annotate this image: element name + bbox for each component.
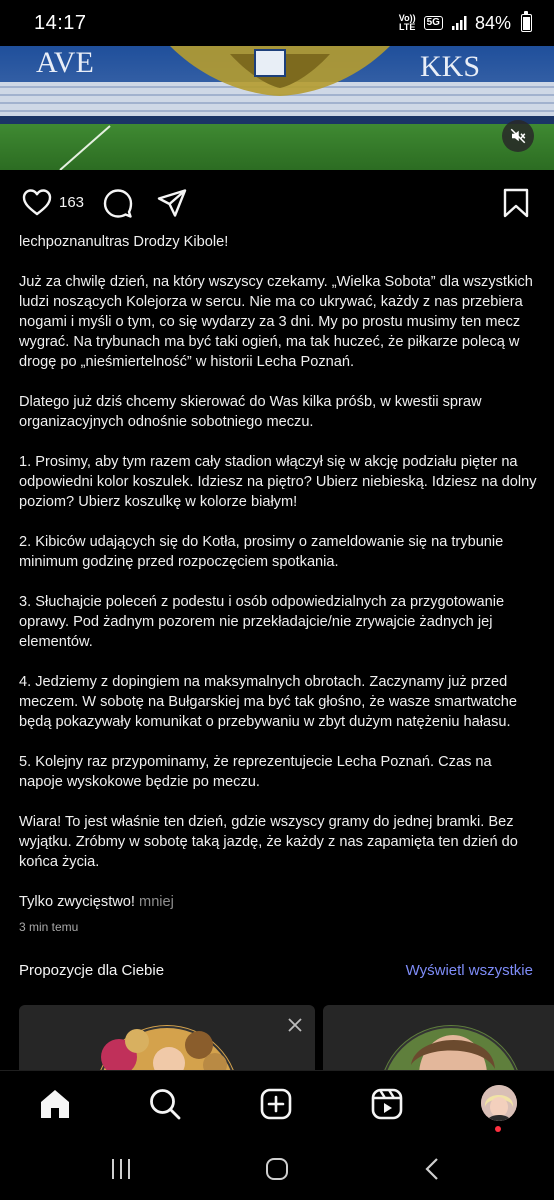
home-system-button[interactable] bbox=[264, 1156, 290, 1187]
banner-text-right: KKS bbox=[420, 50, 481, 83]
network-type-badge: 5G bbox=[424, 16, 443, 30]
battery-level-fill bbox=[523, 17, 530, 30]
caption-paragraph-7: 5. Kolejny raz przypominamy, że reprezentujecie Lecha Poznań. Czas na napoje wyskokowe będzie po meczu. bbox=[19, 754, 492, 790]
battery-icon bbox=[521, 14, 532, 32]
nav-home[interactable] bbox=[38, 1087, 72, 1126]
avatar bbox=[481, 1085, 517, 1121]
caption-paragraph-6: 4. Jedziemy z dopingiem na maksymalnych obrotach. Zaczynamy już przed meczem. W sobotę na Bułgarskiej ma być tak głośno, że wasze smartwatche będą pokazywały komunikat o przebywaniu w zbyt dużym natężeniu hałasu. bbox=[19, 674, 518, 730]
post-actions bbox=[0, 183, 554, 223]
volte-top-label: Vo)) bbox=[398, 13, 416, 23]
suggestion-avatar-2 bbox=[323, 1005, 554, 1075]
post-timestamp: 3 min temu bbox=[19, 920, 79, 934]
status-time: 14:17 bbox=[34, 11, 87, 34]
recent-apps-button[interactable] bbox=[108, 1156, 134, 1187]
back-button[interactable] bbox=[420, 1156, 446, 1187]
back-chevron-icon bbox=[420, 1156, 446, 1182]
caption-paragraph-0 bbox=[19, 232, 539, 252]
share-button[interactable] bbox=[156, 187, 188, 219]
dismiss-suggestion-button[interactable] bbox=[287, 1017, 303, 1038]
recent-apps-icon bbox=[108, 1156, 134, 1182]
caption-username[interactable]: lechpoznanultras bbox=[19, 234, 130, 250]
speaker-muted-icon bbox=[509, 127, 527, 145]
caption-paragraph-5: 3. Słuchajcie poleceń z podestu i osób odpowiedzialnych za przygotowanie oprawy. Pod żadnym pozorem nie przekładajcie/nie zrywajcie żadnych jej elementów. bbox=[19, 594, 505, 650]
bookmark-icon bbox=[502, 187, 530, 219]
mute-button[interactable] bbox=[502, 120, 534, 152]
caption-closing-text: Tylko zwycięstwo! bbox=[19, 894, 135, 910]
caption-paragraph-4: 2. Kibiców udających się do Kotła, prosimy o zameldowanie się na trybunie minimum godzinę przed rozpoczęciem spotkania. bbox=[19, 534, 504, 570]
suggestions-header bbox=[19, 962, 533, 979]
nav-search[interactable] bbox=[148, 1087, 182, 1126]
nav-profile-avatar[interactable] bbox=[481, 1085, 517, 1121]
close-icon bbox=[287, 1017, 303, 1033]
bottom-navigation bbox=[0, 1070, 554, 1140]
nav-create[interactable] bbox=[259, 1087, 293, 1126]
like-group bbox=[21, 187, 84, 217]
suggestion-card[interactable] bbox=[323, 1005, 554, 1075]
caption-greeting: Drodzy Kibole! bbox=[133, 234, 229, 250]
see-all-link[interactable]: Wyświetl wszystkie bbox=[405, 962, 533, 979]
status-indicators bbox=[399, 13, 532, 34]
suggestion-card[interactable] bbox=[19, 1005, 315, 1075]
post-caption bbox=[19, 232, 539, 912]
less-link[interactable]: mniej bbox=[139, 894, 174, 910]
notification-dot bbox=[495, 1126, 501, 1132]
battery-percent: 84% bbox=[474, 12, 511, 33]
heart-icon[interactable] bbox=[21, 187, 53, 217]
comment-button[interactable] bbox=[102, 187, 134, 219]
banner-text-left: AVE bbox=[36, 46, 94, 79]
suggestions-title: Propozycje dla Ciebie bbox=[19, 962, 165, 979]
like-count[interactable]: 163 bbox=[59, 193, 85, 211]
nav-reels[interactable] bbox=[370, 1087, 404, 1126]
volte-indicator bbox=[399, 14, 416, 32]
caption-paragraph-2: Dlatego już dziś chcemy skierować do Was kilka próśb, w kwestii spraw organizacyjnych odnośnie sobotniego meczu. bbox=[19, 394, 482, 430]
signal-icon bbox=[451, 15, 467, 31]
caption-paragraph-3: 1. Prosimy, aby tym razem cały stadion włączył się w akcję podziału pięter na odpowiedni kolor koszulek. Idziesz na piętro? Ubierz niebieską. Idziesz na dolny poziom? Ubierz koszulkę w kolorze białym! bbox=[19, 454, 537, 510]
stadium-image bbox=[0, 46, 554, 170]
plus-square-icon bbox=[259, 1087, 293, 1121]
status-bar bbox=[0, 0, 554, 46]
reels-icon bbox=[370, 1087, 404, 1121]
caption-paragraph-8: Wiara! To jest właśnie ten dzień, gdzie wszyscy gramy do jednej bramki. Bez wyjątku. Zróbmy w sobotę taką jazdę, że każdy z nas zapamięta ten dzień do końca życia. bbox=[19, 814, 518, 870]
volte-bottom-label: LTE bbox=[399, 22, 416, 32]
post-video[interactable] bbox=[0, 46, 554, 170]
home-icon bbox=[38, 1087, 72, 1121]
home-circle-icon bbox=[264, 1156, 290, 1182]
suggestion-avatar-1 bbox=[19, 1005, 315, 1075]
search-icon bbox=[148, 1087, 182, 1121]
comment-icon bbox=[102, 187, 134, 219]
caption-paragraph-1: Już za chwilę dzień, na który wszyscy czekamy. „Wielka Sobota” dla wszystkich ludzi noszących Kolejorza w sercu. Nie ma co ukrywać, każdy z nas przebiera nogami i myśli o tym, co się wydarzy za 3 dni. My po prostu musimy ten mecz wygrać. Na trybunach ma być taki ogień, ma tak huczeć, że piłkarze polecą w drogę po „nieśmiertelność” w historii Lecha Poznań. bbox=[19, 274, 533, 370]
system-navigation-bar bbox=[0, 1140, 554, 1200]
caption-closing bbox=[19, 892, 539, 912]
save-button[interactable] bbox=[502, 187, 530, 219]
send-icon bbox=[156, 187, 188, 219]
